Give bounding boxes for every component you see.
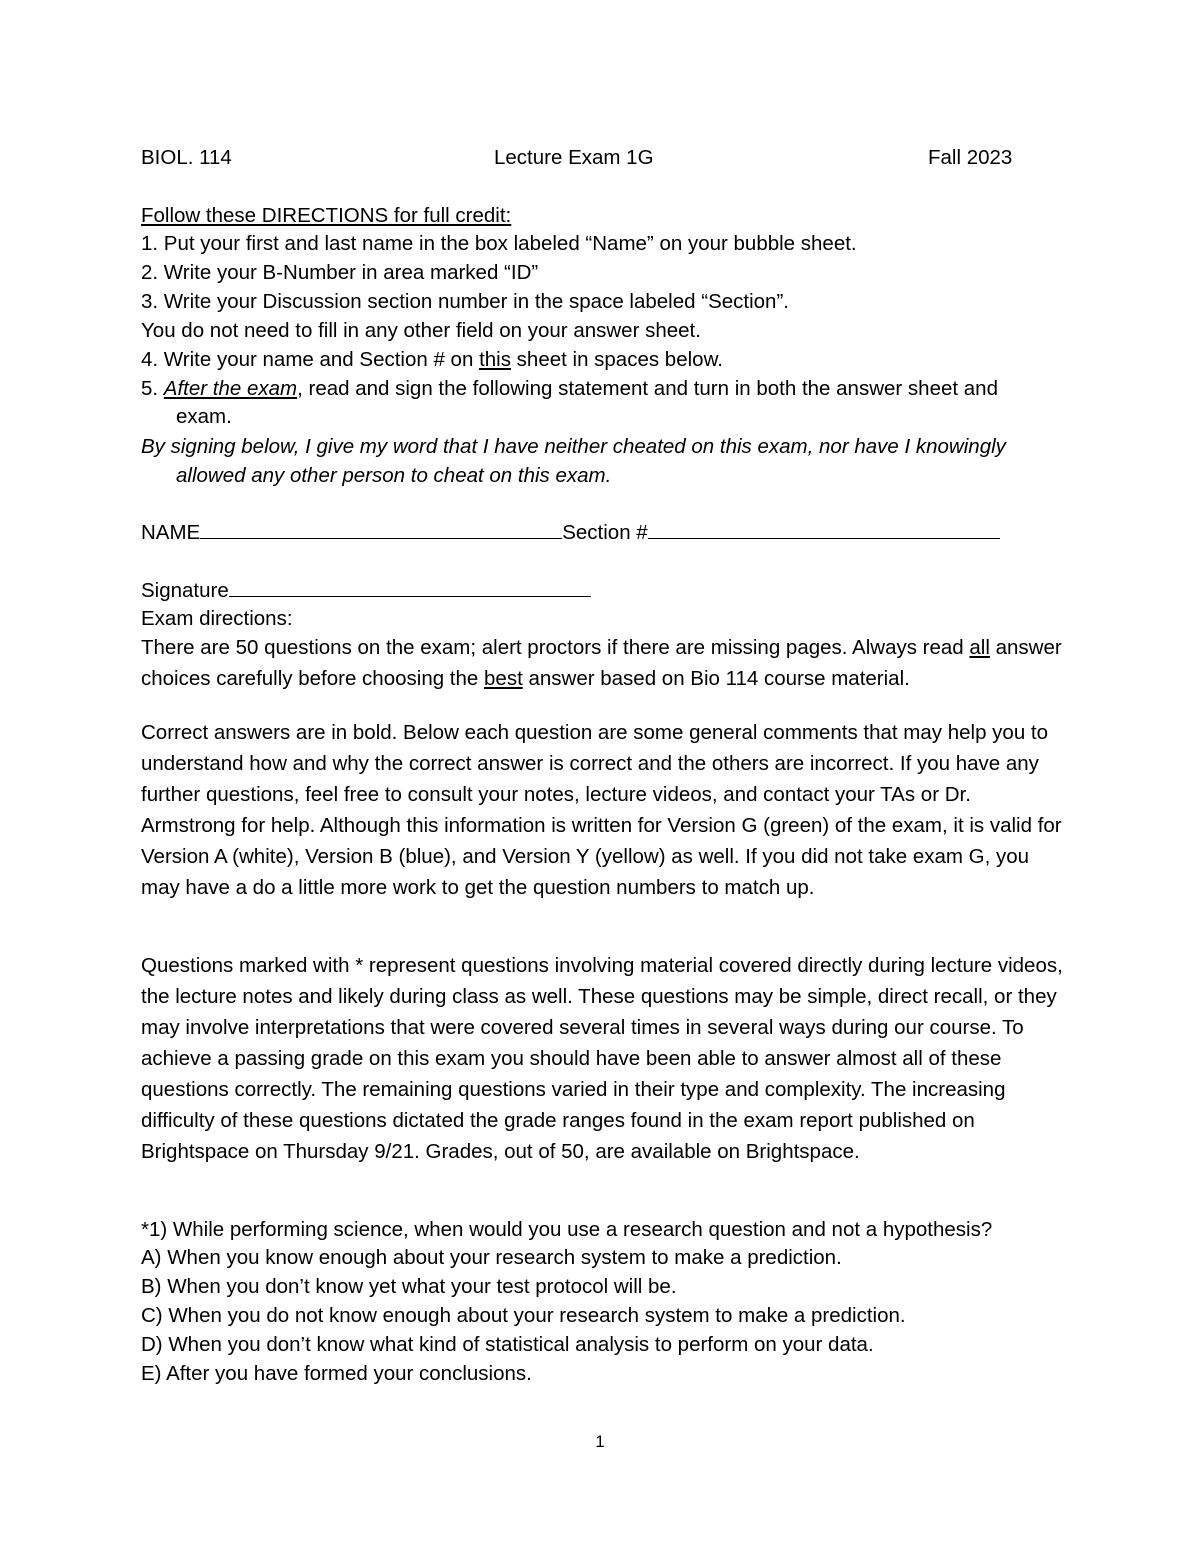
name-label: NAME [141, 521, 201, 544]
answers-note-paragraph: Correct answers are in bold. Below each question are some general comments that may help you to understand how and why the correct answer is correct and the others are incorrect. If you have any further questions, feel free to consult your notes, lecture videos, and contact your TAs or Dr. Armstrong for help. Although this information is written for Version G (green) of the exam, it is valid for Version A (white), Version B (blue), and Version Y (yellow) as well. If you did not take exam G, you may have a do a little more work to get the question numbers to match up. [141, 721, 1062, 899]
exam-term: Fall 2023 [928, 146, 1013, 169]
direction-item-5-cont: exam. [176, 405, 232, 428]
signature-label: Signature [141, 579, 229, 602]
direction-item-4: 4. Write your name and Section # on this sheet in spaces below. [141, 348, 723, 371]
question-1-prompt: *1) While performing science, when would you use a research question and not a hypothesis? [141, 1218, 993, 1241]
pledge-line-2: allowed any other person to cheat on this exam. [176, 464, 612, 487]
signature-blank[interactable] [229, 576, 591, 597]
exam-directions-heading: Exam directions: [141, 607, 293, 630]
direction-item-2: 2. Write your B-Number in area marked “ID” [141, 261, 539, 284]
name-section-row [141, 518, 1000, 547]
question-1-option-a: A) When you know enough about your research system to make a prediction. [141, 1246, 842, 1269]
question-1-option-e: E) After you have formed your conclusions. [141, 1362, 532, 1385]
direction-item-3: 3. Write your Discussion section number in the space labeled “Section”. [141, 290, 789, 313]
name-blank[interactable] [200, 518, 562, 539]
question-1-option-b: B) When you don’t know yet what your test protocol will be. [141, 1275, 677, 1298]
emphasis-this: this [479, 348, 511, 371]
directions-heading: Follow these DIRECTIONS for full credit: [141, 204, 512, 227]
exam-title: Lecture Exam 1G [494, 146, 654, 169]
emphasis-best: best [484, 667, 523, 690]
direction-item-1: 1. Put your first and last name in the box labeled “Name” on your bubble sheet. [141, 232, 857, 255]
question-1-option-c: C) When you do not know enough about your research system to make a prediction. [141, 1304, 906, 1327]
question-1-option-d: D) When you don’t know what kind of statistical analysis to perform on your data. [141, 1333, 874, 1356]
pledge-line-1: By signing below, I give my word that I have neither cheated on this exam, nor have I knowingly [141, 435, 1006, 458]
emphasis-after-exam: After the exam [163, 377, 298, 400]
starred-note-paragraph: Questions marked with * represent questions involving material covered directly during lecture videos, the lecture notes and likely during class as well. These questions may be simple, direct recall, or they may involve interpretations that were covered several times in several ways during our course. To achieve a passing grade on this exam you should have been able to answer almost all of these questions correctly. The remaining questions varied in their type and complexity. The increasing difficulty of these questions dictated the grade ranges found in the exam report published on Brightspace on Thursday 9/21. Grades, out of 50, are available on Brightspace. [141, 954, 1063, 1163]
direction-note: You do not need to fill in any other field on your answer sheet. [141, 319, 701, 342]
direction-item-5: 5. After the exam, read and sign the following statement and turn in both the answer sheet and [141, 377, 998, 400]
page-number: 1 [595, 1432, 605, 1451]
section-label: Section # [562, 521, 648, 544]
section-blank[interactable] [648, 518, 1000, 539]
signature-row [141, 576, 591, 605]
course-code: BIOL. 114 [141, 146, 232, 169]
exam-directions-text: There are 50 questions on the exam; alert proctors if there are missing pages. Always read all answer choices carefully before choosing the best answer based on Bio 114 course material. [141, 636, 1062, 690]
emphasis-all: all [969, 636, 990, 659]
